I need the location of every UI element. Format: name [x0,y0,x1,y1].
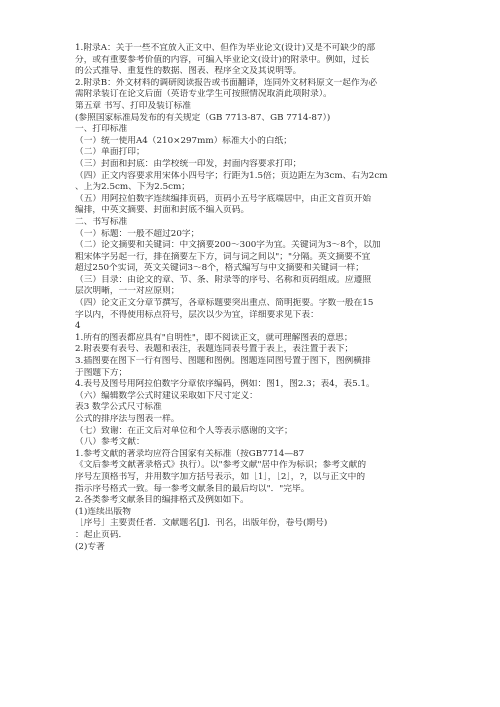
text-line: （二）单面打印； [75,147,145,158]
standard-reference: (参照国家标准局发布的有关规定（GB 7713-87、GB 7714-87）) [75,112,331,123]
text-line: （三）目录：由论文的章、节、条、附录等的序号、名称和页码组成。应遵照 [75,274,372,285]
text-line: 《文后参考文献著录格式》执行）。以"参考文献"居中作为标识；参考文献的 [75,460,367,471]
section-heading: 二、书写标准 [75,216,128,227]
text-line: 编排，中英文摘要、封面和封底不编入页码。 [75,205,250,216]
text-line: 2.各类参考文献条目的编排格式及例如如下。 [75,495,249,506]
text-line: 1.附录A：关于一些不宜放入正文中、但作为毕业论文(设计)又是不可缺少的部 [75,43,376,53]
text-line: （一）统一使用A4（210×297mm）标准大小的白纸； [75,135,292,146]
text-line: 1.所有的图表都应具有"自明性"，即不阅读正文，就可理解图表的意思； [75,332,353,343]
text-line: （二）论文摘要和关键词：中文摘要200～300字为宜。关键词为3～8个，以加 [75,240,381,251]
text-line: (2)专著 [75,541,105,552]
text-line: （一）标题：一般不超过20字； [75,228,200,239]
text-line: 的公式推导、重复性的数据、图表、程序全文及其说明等。 [75,66,302,77]
text-line: 超过250个实词，英文关键词3～8个，格式编写与中文摘要和关键词一样； [75,263,364,274]
text-line: 指示序号格式一致。每一参考文献条目的最后均以"．"完毕。 [75,483,310,494]
text-line: 层次明晰，一一对应原则； [75,286,180,297]
reference-format: ［序号］主要责任者．文献题名[J]．刊名，出版年份，卷号(期号) [75,518,328,529]
document-body [75,43,430,553]
text-line: （四）论文正文分章节撰写，各章标题要突出重点、简明扼要。字数一般在15 [75,298,374,309]
text-line: 1.参考文献的著录均应符合国家有关标准（按GB7714—87 [75,448,305,459]
text-line: （四）正文内容要求用宋体小四号字；行距为1.5倍；页边距左为3cm、右为2cm [75,170,388,181]
text-line: 公式的排序法与图表一样。 [75,414,180,424]
text-line: 粗宋体字另起一行，排在摘要左下方，词与词之间以"；"分隔。英文摘要不宜 [75,251,371,262]
text-line: 4.表号及图号用阿拉伯数字分章依序编码，例如：图1，图2.3；表4，表5.1。 [75,379,375,390]
chapter-heading: 第五章 书写、打印及装订标准 [75,100,191,111]
text-line: （六）编辑数学公式时建议采取如下尺寸定义： [75,390,258,401]
text-line: 3.插图要在图下一行有图号、图题和图例。图题连同图号置于图下，图例横排 [75,356,371,367]
text-line: 2.附表要有表号、表题和表注，表题连同表号置于表上，表注置于表下； [75,344,354,355]
text-line: （五）用阿拉伯数字连续编排页码，页码小五号字底端居中，由正文首页开始 [75,193,372,204]
text-line: 需附录装订在论文后面（英语专业学生可按照情况取消此项附录）。 [75,89,332,100]
table-caption: 表3 数学公式尺寸标准 [75,402,162,413]
text-line: 字以内，不得使用标点符号，层次以少为宜，详细要求见下表： [75,309,319,320]
text-line: (1)连续出版物 [75,506,131,517]
text-line: （七）致谢：在正文后对单位和个人等表示感谢的文字； [75,425,293,436]
section-heading: 一、打印标准 [75,124,128,135]
text-line: 、上为2.5cm、下为2.5cm； [75,182,190,193]
reference-format: ：起止页码． [75,529,128,540]
text-line: （三）封面和封底：由学校统一印发，封面内容要求打印； [75,158,302,169]
text-line: 分，或有重要参考价值的内容，可编入毕业论文(设计)的附录中。例如，过长 [75,54,370,65]
table-number: 4 [75,321,81,332]
text-line: （八）参考文献： [75,437,145,448]
text-line: 于图题下方； [75,367,128,378]
text-line: 2.附录B：外文材料的调研阅读报告或书面翻译，连同外文材料原文一起作为必 [75,77,378,88]
text-line: 序号左顶格书写，并用数字加方括号表示，如［1］，［2］，?，以与正文中的 [75,471,366,482]
